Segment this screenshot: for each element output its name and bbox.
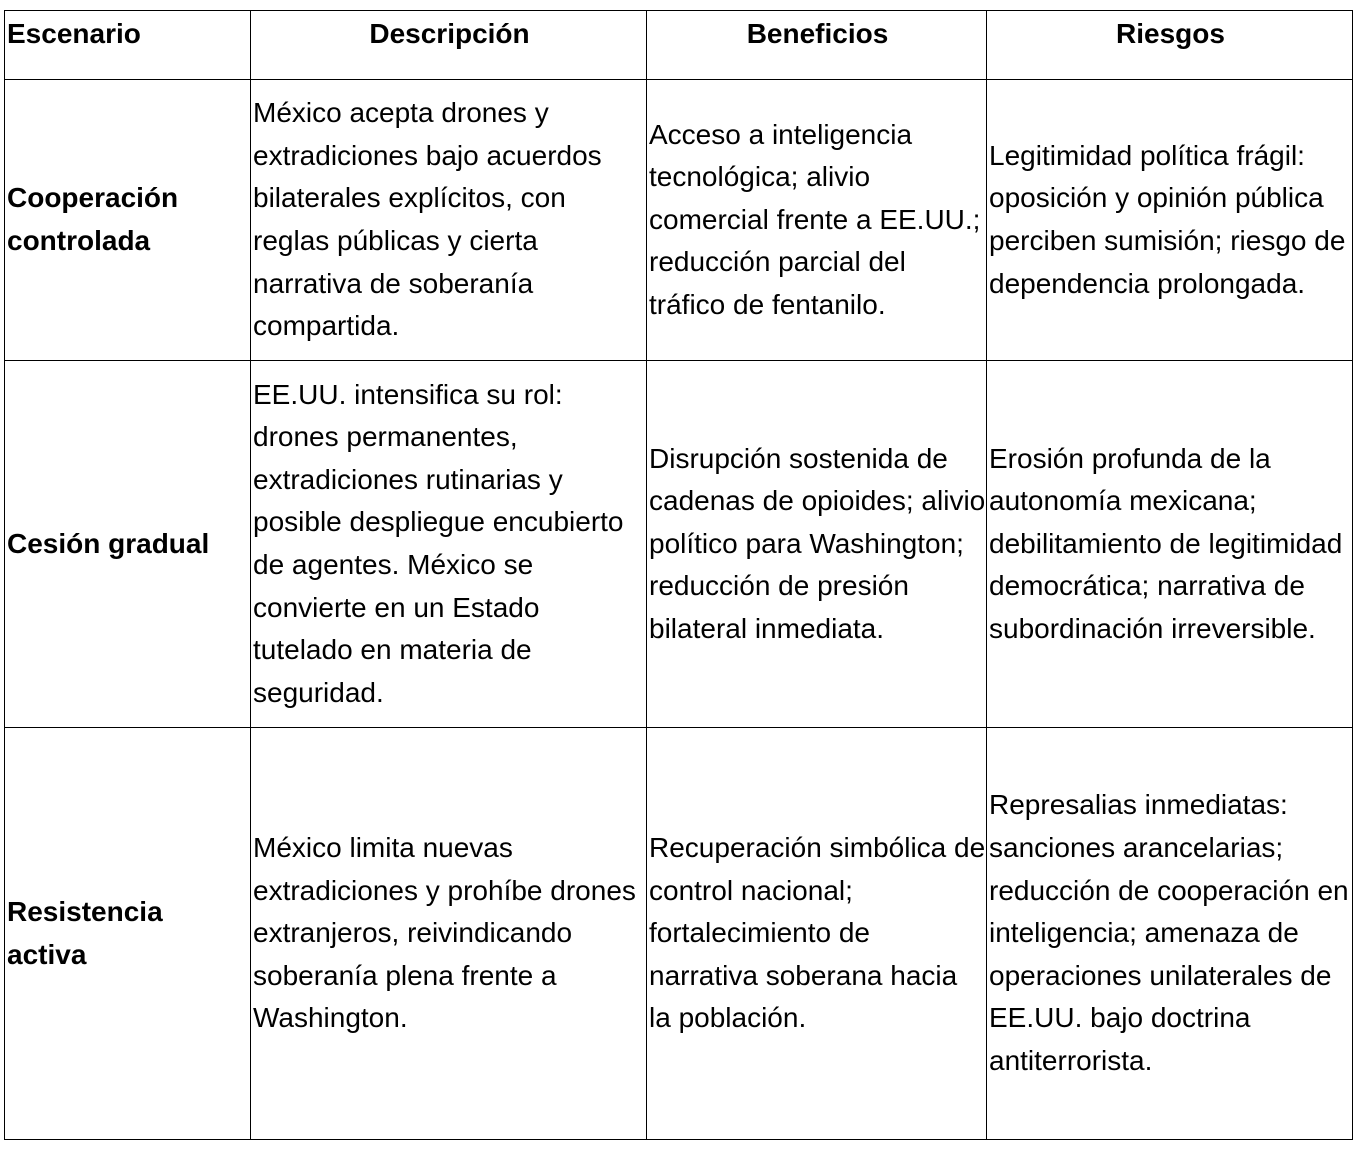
table-row [5,361,1353,728]
header-escenario: Escenario [5,11,251,80]
risks-cell: Legitimidad política frágil: oposición y opinión pública perciben sumisión; riesgo de dependencia prolongada. [987,80,1353,361]
header-descripcion: Descripción [251,11,647,80]
scenarios-table [4,10,1353,1140]
scenario-name [5,361,251,728]
header-beneficios: Beneficios [647,11,987,80]
header-riesgos: Riesgos [987,11,1353,80]
scenario-name-text: Cooperación controlada [7,182,179,256]
benefits-cell: Acceso a inteligencia tecnológica; alivio comercial frente a EE.UU.; reducción parcial del tráfico de fentanilo. [647,80,987,361]
scenario-name [5,80,251,361]
table-row [5,80,1353,361]
description-cell: EE.UU. intensifica su rol: drones permanentes, extradiciones rutinarias y posible despliegue encubierto de agentes. México se convierte en un Estado tutelado en materia de seguridad. [251,361,647,728]
scenario-name [5,728,251,1140]
description-cell: México limita nuevas extradiciones y prohíbe drones extranjeros, reivindicando soberanía plena frente a Washington. [251,728,647,1140]
table-header-row [5,11,1353,80]
benefits-cell: Recuperación simbólica de control nacional; fortalecimiento de narrativa soberana hacia la población. [647,728,987,1140]
description-cell: México acepta drones y extradiciones bajo acuerdos bilaterales explícitos, con reglas públicas y cierta narrativa de soberanía compartida. [251,80,647,361]
benefits-cell: Disrupción sostenida de cadenas de opioides; alivio político para Washington; reducción de presión bilateral inmediata. [647,361,987,728]
table-row [5,728,1353,1140]
risks-cell: Erosión profunda de la autonomía mexicana; debilitamiento de legitimidad democrática; narrativa de subordinación irreversible. [987,361,1353,728]
scenario-name-text: Resistencia activa [7,895,163,970]
risks-cell: Represalias inmediatas: sanciones arancelarias; reducción de cooperación en inteligencia; amenaza de operaciones unilaterales de EE.UU. bajo doctrina antiterrorista. [987,728,1353,1140]
scenario-name-text: Cesión gradual [7,527,210,559]
